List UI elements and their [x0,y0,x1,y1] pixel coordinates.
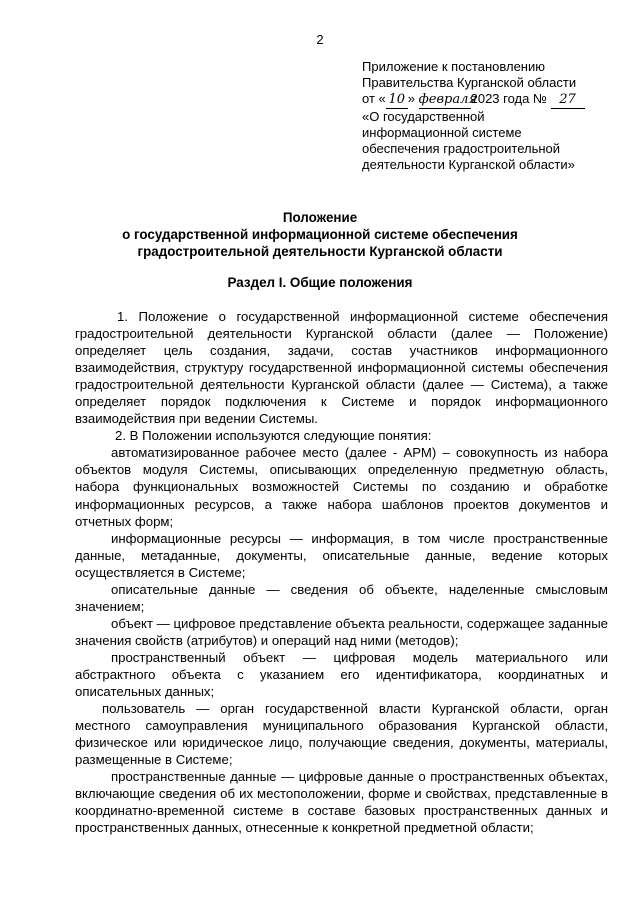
appendix-line-2: Правительства Курганской области [362,75,577,90]
term-user: пользователь — орган государственной власти Курганской области, орган местного самоуправления муниципального образования Курганской области, физическое или юридическое лицо, получающие сведения, документы, материалы, размещенные в Системе; [75,701,608,768]
term-information-resources: информационные ресурсы — информация, в том числе пространственные данные, метаданные, документы, описательные данные, ведение которых осуществляется в Системе; [75,530,608,580]
handwritten-number: 27 [551,92,585,109]
date-mid: » [407,91,415,106]
appendix-line-5: информационной системе [362,125,522,140]
appendix-date-line [362,91,632,109]
term-arm: автоматизированное рабочее место (далее - АРМ) – совокупность из набора объектов модуля Системы, описывающих определенную предметную область, набора функциональных возможностей Системы по созданию и обработке информационных ресурсов, а также набора шаблонов проектов документов и отчетных форм; [75,445,608,529]
section-heading: Раздел I. Общие положения [227,275,413,290]
handwritten-month: февраля [418,92,478,107]
term-descriptive-data: описательные данные — сведения об объекте, наделенные смысловым значением; [75,581,608,614]
term-spatial-data: пространственные данные — цифровые данные о пространственных объектах, включающие сведения об их местоположении, форме и свойствах, представленные в координатно-временной системе в составе базовых пространственных данных и пространственных данных, отнесенные к конкретной предметной области; [75,769,608,836]
page-number: 2 [316,32,324,47]
date-prefix: от « [362,91,386,106]
handwritten-day: 10 [386,92,408,109]
title-line-1: Положение [282,210,358,225]
paragraph-1: 1. Положение о государственной информационной системе обеспечения градостроительной деятельности Курганской области (далее — Положение) определяет цель создания, задачи, состав участников информационного взаимодействия, структуру государственной информационной системы обеспечения градостроительной деятельности Курганской области (далее — Система), а также определяет порядок подключения к Системе и порядок информационного взаимодействия при ведении Системы. [75,309,608,427]
appendix-line-6: обеспечения градостроительной [362,141,561,156]
document-body [75,308,608,836]
term-object: объект — цифровое представление объекта реальности, содержащее заданные значения свойств (атрибутов) и операций над ними (методов); [75,615,609,648]
year-text: 2023 года № [470,91,547,106]
appendix-line-4: «О государственной [362,109,485,124]
paragraph-2: 2. В Положении используются следующие понятия: [115,428,432,444]
title-line-3: градостроительной деятельности Курганской области [137,244,503,259]
appendix-block [362,59,632,173]
term-spatial-object: пространственный объект — цифровая модель материального или абстрактного объекта с указанием его идентификатора, координатных и описательных данных; [75,649,608,700]
title-line-2: о государственной информационной системе обеспечения [122,227,518,242]
appendix-line-1: Приложение к постановлению [362,59,545,74]
document-title [60,209,580,260]
appendix-line-7: деятельности Курганской области» [362,157,575,172]
